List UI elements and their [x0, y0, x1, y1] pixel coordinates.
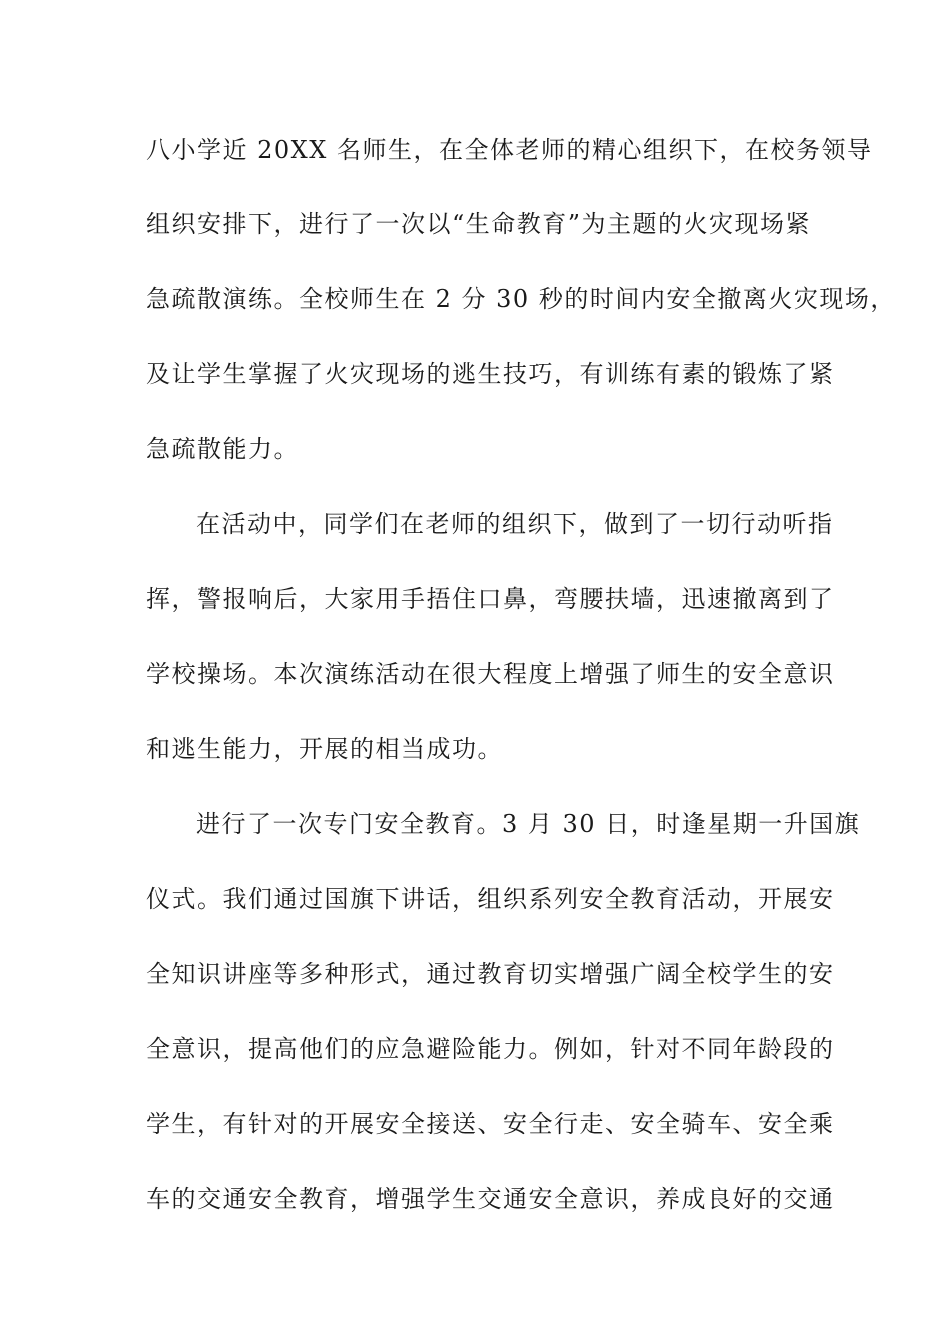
- text-line: 急疏散演练。全校师生在 2 分 30 秒的时间内安全撤离火灾现场，: [146, 285, 896, 313]
- text-line: 仪式。我们通过国旗下讲话，组织系列安全教育活动，开展安: [146, 885, 835, 913]
- text-line: 及让学生掌握了火灾现场的逃生技巧，有训练有素的锻炼了紧: [146, 360, 835, 388]
- text-line: 全知识讲座等多种形式，通过教育切实增强广阔全校学生的安: [146, 960, 835, 988]
- text-line: 急疏散能力。: [146, 435, 299, 463]
- text-line: 车的交通安全教育，增强学生交通安全意识，养成良好的交通: [146, 1185, 835, 1213]
- text-line: 学生，有针对的开展安全接送、安全行走、安全骑车、安全乘: [146, 1110, 835, 1138]
- text-line: 组织安排下，进行了一次以“生命教育”为主题的火灾现场紧: [146, 210, 812, 238]
- text-line: 进行了一次专门安全教育。3 月 30 日，时逢星期一升国旗: [196, 810, 861, 838]
- text-line: 在活动中，同学们在老师的组织下，做到了一切行动听指: [196, 510, 834, 538]
- text-line: 学校操场。本次演练活动在很大程度上增强了师生的安全意识: [146, 660, 835, 688]
- text-line: 和逃生能力，开展的相当成功。: [146, 735, 503, 763]
- text-line: 八小学近 20XX 名师生，在全体老师的精心组织下，在校务领导: [146, 136, 873, 164]
- text-line: 挥，警报响后，大家用手捂住口鼻，弯腰扶墙，迅速撤离到了: [146, 585, 835, 613]
- text-line: 全意识，提高他们的应急避险能力。例如，针对不同年龄段的: [146, 1035, 835, 1063]
